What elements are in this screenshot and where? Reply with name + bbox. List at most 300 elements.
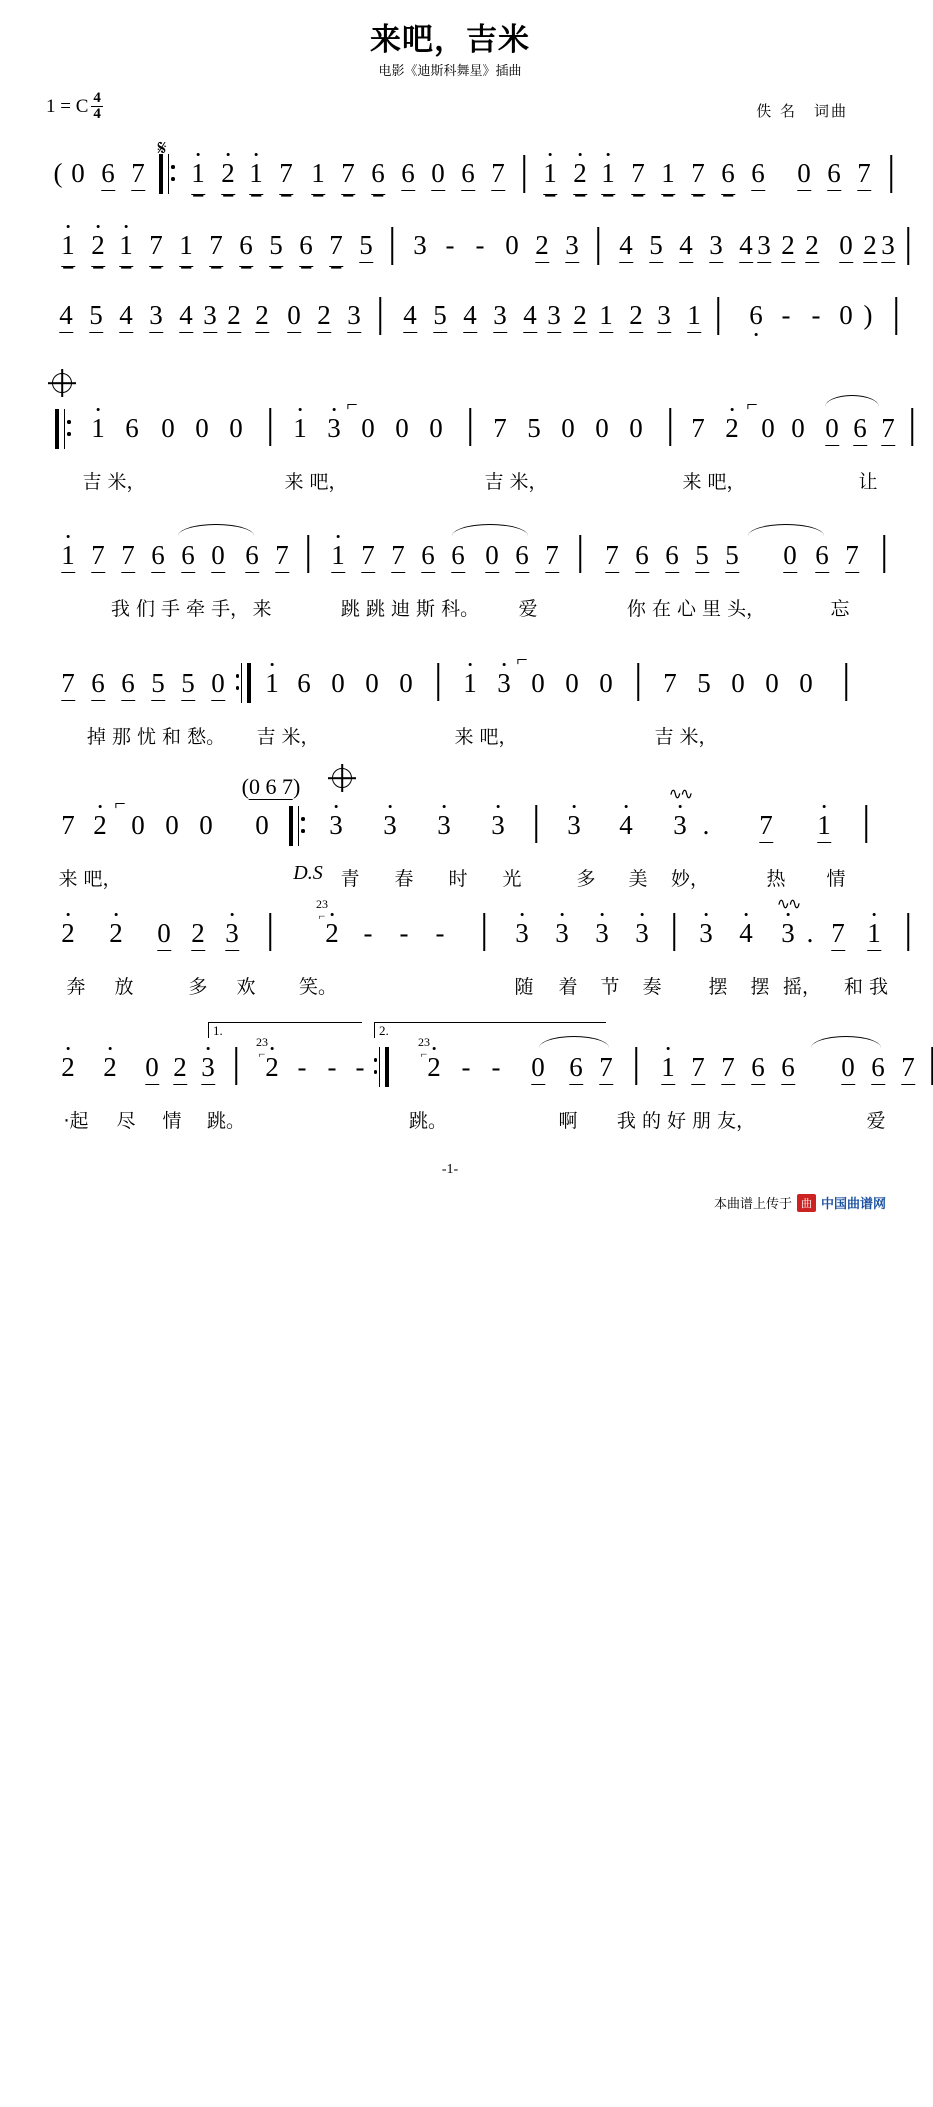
lyric: 热 [766,868,786,890]
note: 6 [461,158,475,191]
lyric: 尽 [116,1110,136,1132]
coda-sign [332,768,352,788]
barline [895,297,897,335]
note: 7 [599,1052,613,1085]
key-label: 1 = C [46,95,89,117]
lyric: 奏 [642,976,662,998]
note: 0 [629,413,643,443]
system-5-notes [46,522,858,568]
note: 2 [227,300,241,333]
note: . [806,918,814,948]
lyric: 跳。 [408,1110,448,1132]
lyric: 奔 [66,976,86,998]
note: 4 [119,300,133,333]
glissando-arrow-icon: ⌐ [114,793,126,815]
slur [748,524,824,536]
note: ) [863,300,873,330]
barline [907,227,909,265]
barline [907,913,909,951]
note: 5 [359,230,373,263]
note: 3 [673,810,687,840]
note: 0 [841,1052,855,1085]
repeat-start [55,409,65,449]
barline [883,535,885,573]
lyric: 放 [114,976,134,998]
barline [637,663,639,701]
note: 2 [61,1052,75,1082]
note: 2 [103,1052,117,1082]
note: 0 [161,413,175,443]
system-2-notes [46,230,895,276]
note: 0 [429,413,443,443]
slur [452,524,528,536]
note: 2 [191,918,205,951]
note: 0 [731,668,745,698]
barline [307,535,309,573]
note: 3 [881,230,895,263]
system-9 [46,1022,915,1140]
triplet-mark: 23 ⌐ [256,1035,268,1061]
lyric: 光 [502,868,522,890]
page-title: 来吧，吉米 [370,22,530,58]
note: 3 [635,918,649,948]
note: 7 [131,158,145,191]
site-name[interactable]: 中国曲谱网 [820,1197,886,1212]
note: 2 [629,300,643,333]
barline [845,663,847,701]
barline [469,408,471,446]
note: 3 [497,668,511,698]
note: 2 [221,158,235,195]
note: 0 [765,668,779,698]
note: 0 [157,918,171,951]
lyric: 掉 那 忧 和 愁。 [86,726,226,748]
barline [717,297,719,335]
note: 7 [61,810,75,840]
trill-icon: ∿∿ [776,896,800,913]
note: 0 [791,413,805,443]
note: 6 [371,158,385,195]
note: 1 [119,230,133,267]
system-6-notes [46,650,858,696]
slur [811,1036,881,1048]
barline [669,408,671,446]
note: 2 [805,230,819,263]
note: 0 [761,413,775,443]
note: - [781,300,791,330]
note: 2 [535,230,549,263]
system-9-lyrics [46,1106,886,1140]
note: 7 [391,540,405,573]
lyric: 来 [252,598,272,620]
note: 4 [619,230,633,263]
note: 6 [239,230,253,267]
note: 1 [661,1052,675,1085]
barline [379,297,381,335]
note: - [461,1052,471,1082]
note: 1 [61,540,75,573]
note: 1 [61,230,75,267]
note: 0 [565,668,579,698]
lyric: 青 [340,868,360,890]
lyric: 你 在 心 里 头， [626,598,766,620]
system-5 [46,522,858,628]
barline [535,805,537,843]
note: 1 [463,668,477,698]
note: - [475,230,485,260]
barline [890,155,892,193]
lyric: 跳 跳 迪 斯 科。 [340,598,480,620]
lyric: 我 的 好 朋 友， [616,1110,756,1132]
note: 3 [547,300,561,333]
note: 2 [91,230,105,267]
note: 3 [203,300,217,333]
glissando-arrow-icon: ⌐ [746,394,758,416]
barline [269,408,271,446]
note: 6 [245,540,259,573]
repeat-end [379,1047,389,1087]
note: 3 [567,810,581,840]
note: 6 [181,540,195,573]
note: 3 [757,230,771,263]
note: 3 [565,230,579,263]
lyric: 情 [162,1110,182,1132]
note: 0 [599,668,613,698]
note: 1 [687,300,701,333]
note: 0 [561,413,575,443]
note: 0 [531,668,545,698]
note: 3 [595,918,609,948]
note: 3 [493,300,507,333]
lyric: 吉 米， [654,726,718,748]
system-7-notes [46,774,858,840]
lyric: ·起 [63,1110,89,1132]
note: 3 [149,300,163,333]
note: - [399,918,409,948]
system-4-notes [46,394,895,443]
note: 7 [691,158,705,195]
repeat-start [159,154,169,194]
lyric: 笑。 [298,976,338,998]
note: 0 [797,158,811,191]
lyric: 节 [600,976,620,998]
note: 2 [265,1052,279,1082]
glissando-arrow-icon: ⌐ [346,394,358,416]
note: 7 [691,1052,705,1085]
note: 6 [299,230,313,267]
note: 5 [433,300,447,333]
repeat-start [289,806,299,846]
note: 6 [125,413,139,443]
ds-mark: D.S [293,862,323,884]
lyric: 来 吧， [454,726,518,748]
system-9-notes [46,1022,915,1082]
note: - [445,230,455,260]
slur [178,524,254,536]
note: 3 [555,918,569,948]
system-8 [46,896,889,1006]
note: 0 [365,668,379,698]
note: 7 [361,540,375,573]
note: 1 [293,413,307,443]
note: - [435,918,445,948]
note: 2 [725,413,739,443]
note: 7 [61,668,75,701]
lyric: 吉 米， [484,471,548,493]
lyric: 时 [448,868,468,890]
note: 5 [649,230,663,263]
lyric: 忘 [830,598,850,620]
lyric: 情 [826,868,846,890]
note: 0 [839,230,853,263]
note: 0 [331,668,345,698]
slur [825,395,879,407]
barline [523,155,525,193]
note: 0 [145,1052,159,1085]
note: 6 [749,300,763,330]
system-1-notes [46,136,871,204]
note: 7 [845,540,859,573]
system-7 [46,774,858,898]
note: 2 [317,300,331,333]
note: 0 [595,413,609,443]
lyric: 爱 [866,1110,886,1132]
lyric: 啊 [558,1110,578,1132]
note: 6 [815,540,829,573]
note: 6 [781,1052,795,1085]
optional-notes-paren: (0 6 7) [241,774,301,799]
system-2 [46,230,895,276]
note: - [297,1052,307,1082]
ending-1-bracket: 1. [208,1022,362,1038]
note: 7 [149,230,163,267]
note: 7 [279,158,293,195]
note: 4 [739,918,753,948]
note: 5 [527,413,541,443]
note: 3 [515,918,529,948]
note: 6 [751,1052,765,1085]
barline [483,913,485,951]
note: 3 [491,810,505,840]
time-denominator: 4 [93,106,101,122]
note: - [355,1052,365,1082]
system-4 [46,394,895,501]
note: 5 [695,540,709,573]
note: 5 [697,668,711,698]
note: 2 [61,918,75,948]
note: 6 [421,540,435,573]
note: 0 [229,413,243,443]
note: 2 [109,918,123,948]
note: 4 [463,300,477,333]
note: 6 [515,540,529,573]
note: 7 [91,540,105,573]
note: 7 [857,158,871,191]
note: 6 [853,413,867,446]
note: 7 [691,413,705,443]
note: 1 [817,810,831,843]
note: 1 [265,668,279,698]
note: 5 [269,230,283,267]
note: 7 [341,158,355,195]
system-3 [46,300,873,346]
note: 2 [573,300,587,333]
note: 1 [661,158,675,195]
triplet-mark: 23 ⌐ [418,1035,430,1061]
note: 7 [545,540,559,573]
note: 2 [93,810,107,840]
note: 2 [781,230,795,263]
note: 3 [437,810,451,840]
note: 5 [89,300,103,333]
note: 0 [395,413,409,443]
note: 1 [331,540,345,573]
note: 0 [199,810,213,840]
note: 5 [181,668,195,701]
note: 4 [739,230,753,263]
lyric: 跳。 [206,1110,246,1132]
note: 1 [91,413,105,443]
note: 0 [361,413,375,443]
note: 1 [867,918,881,951]
barline [437,663,439,701]
note: 6 [451,540,465,573]
system-3-notes [46,300,873,346]
note: 6 [297,668,311,698]
lyric: 和 我 [843,976,889,998]
lyric: 吉 米， [256,726,320,748]
lyric: 多 [576,868,596,890]
note: - [491,1052,501,1082]
note: 4 [523,300,537,333]
lyric: 着 [558,976,578,998]
barline [865,805,867,843]
note: 1 [543,158,557,195]
note: ( [53,158,63,188]
note: 2 [255,300,269,333]
system-8-notes [46,896,881,948]
note: 1 [179,230,193,267]
key-signature [46,92,103,123]
footer-credit [714,1193,886,1212]
note: 0 [165,810,179,840]
note: 6 [871,1052,885,1085]
note: 7 [121,540,135,573]
ending-2-bracket: 2. [374,1022,606,1038]
composer-credit: 佚 名 词曲 [756,102,848,120]
note: 0 [195,413,209,443]
note: 6 [121,668,135,701]
lyric: 来 吧， [284,471,348,493]
note: 0 [399,668,413,698]
note: 0 [211,668,225,701]
triplet-mark: 23 ⌐ [316,897,328,923]
note: 7 [605,540,619,573]
lyric: 欢 [236,976,256,998]
lyric: 春 [394,868,414,890]
note: 1 [599,300,613,333]
barline [673,913,675,951]
note: 7 [275,540,289,573]
note: 0 [825,413,839,446]
note: 1 [249,158,263,195]
note: 0 [799,668,813,698]
note: 5 [725,540,739,573]
note: 3 [327,413,341,443]
note: 0 [71,158,85,188]
system-4-lyrics [46,467,878,501]
subtitle: 电影《迪斯科舞星》插曲 [378,64,522,79]
time-numerator: 4 [93,90,101,106]
lyric: 摆 [708,976,728,998]
barline [635,1047,637,1085]
site-logo-icon: 曲 [797,1194,816,1212]
lyric: 摇， [782,976,822,998]
note: 7 [759,810,773,843]
footer-text: 本曲谱上传于 [713,1197,792,1212]
system-8-lyrics [46,972,889,1006]
note: 7 [209,230,223,267]
note: 6 [101,158,115,191]
repeat-end [241,663,251,703]
barline [911,408,913,446]
note: 1 [311,158,325,195]
barline [579,535,581,573]
note: 7 [631,158,645,195]
barline [391,227,393,265]
note: 6 [91,668,105,701]
note: 7 [831,918,845,951]
note: 2 [863,230,877,263]
note: 2 [325,918,339,948]
note: . [702,810,710,840]
note: 6 [151,540,165,573]
time-signature [91,91,103,122]
barline [269,913,271,951]
note: 2 [173,1052,187,1085]
note: 6 [569,1052,583,1085]
note: 7 [663,668,677,698]
note: 0 [783,540,797,573]
trill-icon: ∿∿ [668,786,692,803]
note: 6 [635,540,649,573]
coda-sign [52,373,72,393]
note: 0 [485,540,499,573]
lyric: 爱 [518,598,538,620]
system-6-lyrics [46,722,858,756]
note: 7 [901,1052,915,1085]
note: 6 [401,158,415,191]
page-number: -1- [441,1162,459,1177]
glissando-arrow-icon: ⌐ [516,649,528,671]
note: 3 [709,230,723,263]
note: - [811,300,821,330]
note: 3 [781,918,795,948]
barline [235,1047,237,1085]
note: 1 [191,158,205,195]
system-1 [46,136,871,204]
note: 0 [839,300,853,330]
note: 3 [225,918,239,951]
system-6 [46,650,858,756]
system-7-lyrics [46,864,858,898]
note: 0 [505,230,519,260]
note: 7 [881,413,895,446]
lyric: 随 [514,976,534,998]
note: 4 [403,300,417,333]
note: 6 [751,158,765,191]
note: 1 [601,158,615,195]
